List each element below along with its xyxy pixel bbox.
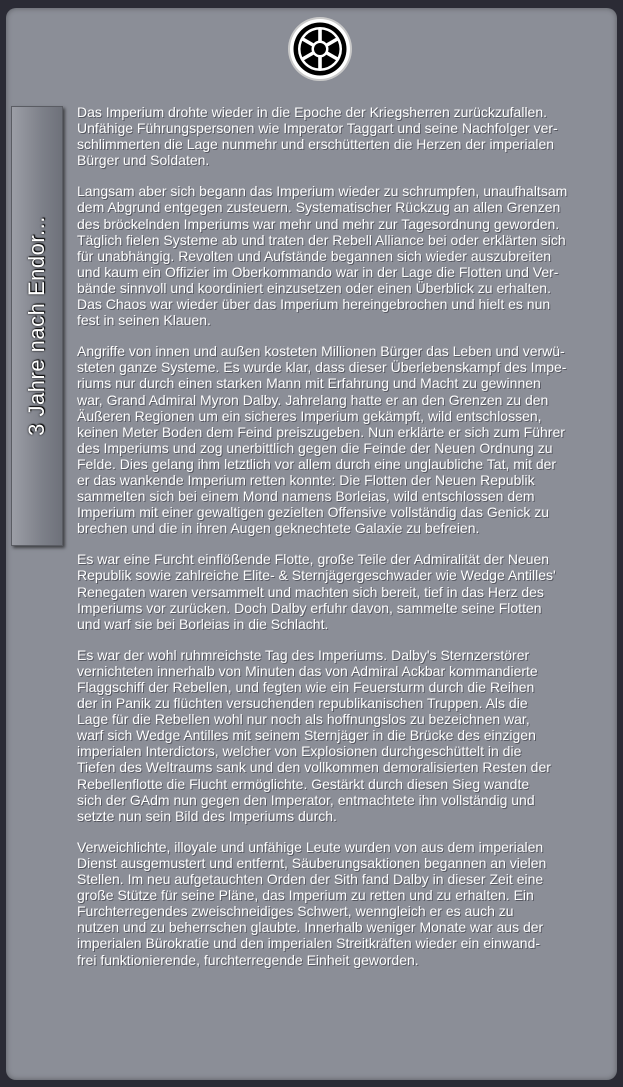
story-text xyxy=(77,104,609,983)
content-panel xyxy=(6,8,617,1080)
side-tab xyxy=(11,106,63,546)
paragraph-2: Langsam aber sich begann das Imperium wieder zu schrumpfen, unaufhaltsam dem Abgrund entgegen zusteuern. Systematischer Rückzug an allen Grenzen des bröckelnden Imperiums war mehr und mehr zur Tagesordnung geworden. Täglich fielen Systeme ab und traten der Rebell Alliance bei oder erklärten sich für unabhängig. Revolten und Aufstände begannen sich wieder auszubreiten und kaum ein Offizier im Oberkommando war in der Lage die Flotten und Ver- bände sinnvoll und koordiniert einzusetzen oder einen Überblick zu erhalten. Das Chaos war wieder über das Imperium hereingebrochen und hielt es nun fest in seinen Klauen. xyxy=(77,183,568,329)
paragraph-3: Angriffe von innen und außen kosteten Millionen Bürger das Leben und verwü- steten ganze Systeme. Es wurde klar, dass dieser Überlebenskampf des Impe- riums nur durch einen starken Mann mit Erfahrung und Macht zu gewinnen war, Grand Admiral Myron Dalby. Jahrelang hatte er an den Grenzen zu den Äußeren Regionen um ein sicheres Imperium gekämpft, wild entschlossen, keinen Meter Boden dem Feind preiszugeben. Nun erklärte er sich zum Führer des Imperiums und zog unerbittlich gegen die Feinde der Neuen Ordnung zu Felde. Dies gelang ihm letztlich vor allem durch eine unglaubliche Tat, mit der er das wankende Imperium retten konnte: Die Flotten der Neuen Republik sammelten sich bei einem Mond namens Borleias, wild entschlossen dem Imperium mit einer gewaltigen gezielten Offensive vollständig das Genick zu brechen und die in ihren Augen geknechtete Galaxie zu befreien. xyxy=(77,343,567,537)
side-tab-label: 3 Jahre nach Endor... xyxy=(24,216,49,436)
paragraph-6: Verweichlichte, illoyale und unfähige Leute wurden von aus dem imperialen Dienst ausgemustert und entfernt, Säuberungsaktionen begannen an vielen Stellen. Im neu aufgetauchten Orden der Sith fand Dalby in dieser Zeit eine große Stütze für seine Pläne, das Imperium zu retten und zu erhalten. Ein Furchterregendes zweischneidiges Schwert, wenngleich er es auch zu nutzen und zu beherrschen glaubte. Innerhalb weniger Monate war aus der imperialen Bürokratie und den imperialen Streitkräften wieder ein einwand- frei funktionierende, furchterregende Einheit geworden. xyxy=(77,838,547,968)
imperial-crest-icon xyxy=(287,16,353,82)
paragraph-4: Es war eine Furcht einflößende Flotte, große Teile der Admiralität der Neuen Republik sowie zahlreiche Elite- & Sternjägergeschwader wie Wedge Antilles' Renegaten waren versammelt und machten sich bereit, tief in das Herz des Imperiums vor zurücken. Doch Dalby erfuhr davon, sammelte seine Flotten und warf sie bei Borleias in die Schlacht. xyxy=(77,551,556,632)
paragraph-1: Das Imperium drohte wieder in die Epoche der Kriegsherren zurückzufallen. Unfähige Führungspersonen wie Imperator Taggart und seine Nachfolger ver- schlimmerten die Lage nunmehr und erschütterten die Herzen der imperialen Bürger und Soldaten. xyxy=(77,104,558,169)
paragraph-5: Es war der wohl ruhmreichste Tag des Imperiums. Dalby's Sternzerstörer vernichteten innerhalb von Minuten das von Admiral Ackbar kommandierte Flaggschiff der Rebellen, und fegten wie ein Feuersturm durch die Reihen der in Panik zu flüchten versuchenden republikanischen Truppen. Als die Lage für die Rebellen wohl nur noch als hoffnungslos zu bezeichnen war, warf sich Wedge Antilles mit seinem Sternjäger in die Brücke des einzigen imperialen Interdictors, welcher von Explosionen durchgeschüttelt in die Tiefen des Weltraums sank und den vollkommen demoralisierten Resten der Rebellenflotte die Flucht ermöglichte. Gestärkt durch diesen Sieg wandte sich der GAdm nun gegen den Imperator, entmachtete ihn vollständig und setzte nun sein Bild des Imperiums durch. xyxy=(77,646,551,824)
